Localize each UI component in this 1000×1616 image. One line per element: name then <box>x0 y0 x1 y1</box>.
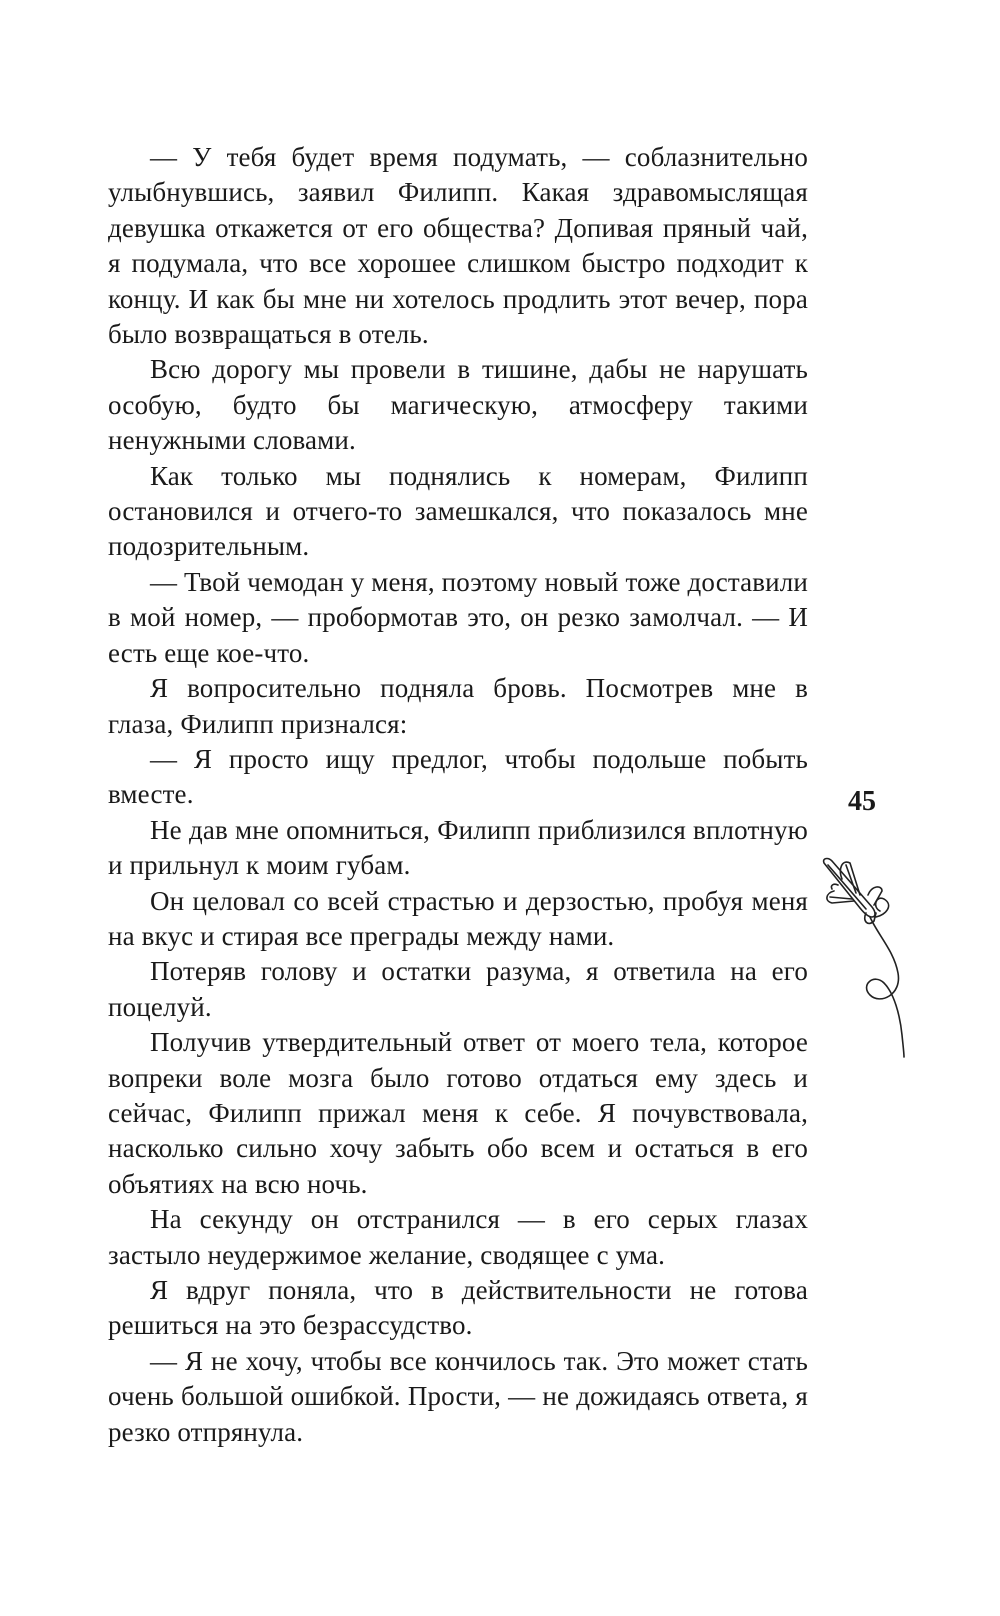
paragraph: Он целовал со всей страстью и дерзостью, пробуя меня на вкус и стирая все преграды между нами. <box>108 885 808 951</box>
paragraph: Я вдруг поняла, что в действительности не готова решиться на это безрассудство. <box>108 1275 808 1341</box>
paragraph: Получив утвердительный ответ от моего тела, которое вопреки воле мозга было готово отдаться ему здесь и сейчас, Филипп прижал меня к себе. Я почувствовала, насколько сильно хочу забыть обо всем и остаться в его объятиях на всю ночь. <box>108 1027 808 1199</box>
paragraph: Как только мы поднялись к номерам, Филипп остановился и отчего-то замешкался, что показалось мне подозрительным. <box>108 460 808 562</box>
paragraph: Я вопросительно подняла бровь. Посмотрев мне в глаза, Филипп признался: <box>108 673 808 739</box>
paragraph: — Я просто ищу предлог, чтобы подольше побыть вместе. <box>108 743 808 810</box>
paragraph: Потеряв голову и остатки разума, я ответила на его поцелуй. <box>108 956 808 1022</box>
paragraph: — У тебя будет время подумать, — соблазнительно улыбнувшись, заявил Филипп. Какая здравомыслящая девушка откажется от его общества? Допивая пряный чай, я подумала, что все хорошее слишком быстро подходит к концу. И как бы мне ни хотелось продлить этот вечер, пора было возвращаться в отель. <box>108 142 808 350</box>
body-text <box>108 140 808 1450</box>
paragraph: Всю дорогу мы провели в тишине, дабы не нарушать особую, будто бы магическую, атмосферу такими ненужными словами. <box>108 354 808 456</box>
paragraph: — Твой чемодан у меня, поэтому новый тоже доставили в мой номер, — пробормотав это, он резко замолчал. — И есть еще кое-что. <box>108 566 808 668</box>
page-number: 45 <box>848 786 876 817</box>
paragraph: — Я не хочу, чтобы все кончилось так. Это может стать очень большой ошибкой. Прости, — не дожидаясь ответа, я резко отпрянула. <box>108 1345 808 1447</box>
paragraph: На секунду он отстранился — в его серых глазах застыло неудержимое желание, сводящее с ума. <box>108 1204 808 1270</box>
airplane-doodle-icon <box>820 855 930 1060</box>
paragraph: Не дав мне опомниться, Филипп приблизился вплотную и прильнул к моим губам. <box>108 814 808 881</box>
